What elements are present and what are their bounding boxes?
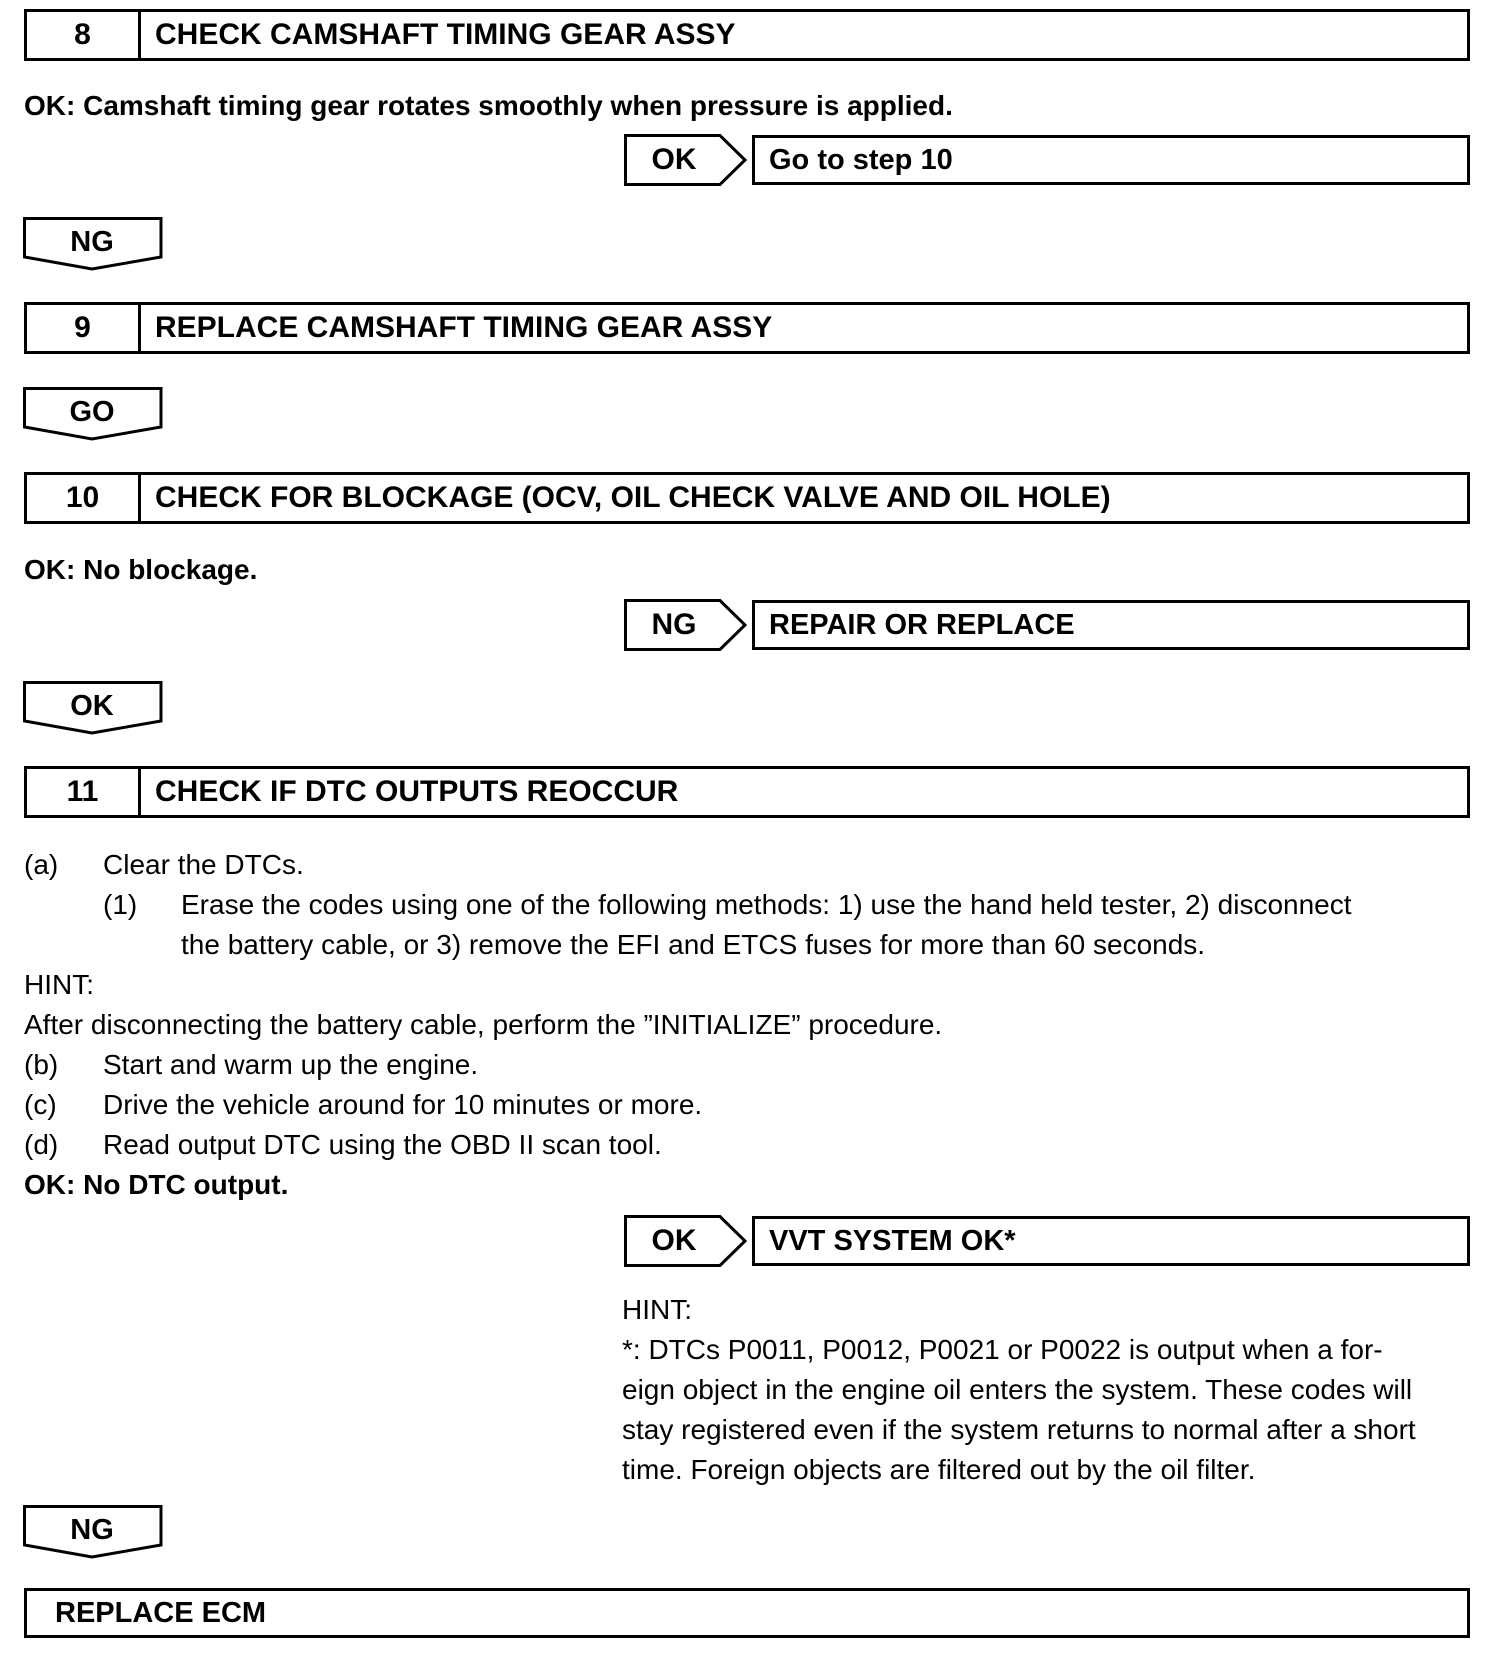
step-10-header (24, 472, 1470, 524)
flow-label: GO (69, 396, 115, 428)
step-number: 8 (27, 12, 141, 58)
step-title: CHECK FOR BLOCKAGE (OCV, OIL CHECK VALVE AND OIL HOLE) (155, 481, 1111, 514)
item-marker: (d) (24, 1129, 59, 1160)
step-title: CHECK IF DTC OUTPUTS REOCCUR (155, 775, 679, 808)
branch-label: NG (651, 608, 697, 641)
branch-result-box (752, 1216, 1470, 1266)
step-8-header (24, 9, 1470, 61)
ok-condition: OK: Camshaft timing gear rotates smoothly when pressure is applied. (24, 90, 953, 121)
item-text: Start and warm up the engine. (103, 1049, 479, 1080)
branch-result-box (752, 135, 1470, 185)
side-hint-line: time. Foreign objects are filtered out by the oil filter. (622, 1454, 1256, 1485)
step-number: 11 (27, 769, 141, 815)
branch-result: Go to step 10 (769, 143, 953, 176)
subitem-text: Erase the codes using one of the following methods: 1) use the hand held tester, 2) disconnect (181, 889, 1352, 920)
ok-condition: OK: No blockage. (24, 554, 258, 585)
branch-result-box (752, 600, 1470, 650)
step-11-header (24, 766, 1470, 818)
step-number: 9 (27, 305, 141, 351)
item-marker: (c) (24, 1089, 57, 1120)
step-9-header (24, 302, 1470, 354)
branch-label: OK (651, 143, 697, 176)
final-action: REPLACE ECM (55, 1596, 267, 1629)
flow-label: NG (70, 226, 114, 258)
item-text: Read output DTC using the OBD II scan tool. (103, 1129, 662, 1160)
item-marker: (a) (24, 849, 59, 880)
item-text: Drive the vehicle around for 10 minutes or more. (103, 1089, 703, 1120)
flow-label: NG (70, 1514, 114, 1546)
side-hint-line: eign object in the engine oil enters the system. These codes will (622, 1374, 1413, 1405)
side-hint-line: *: DTCs P0011, P0012, P0021 or P0022 is output when a for- (622, 1334, 1383, 1365)
subitem-text: the battery cable, or 3) remove the EFI and ETCS fuses for more than 60 seconds. (181, 929, 1206, 960)
ok-condition: OK: No DTC output. (24, 1169, 289, 1200)
item-text: Clear the DTCs. (103, 849, 304, 880)
step-title: CHECK CAMSHAFT TIMING GEAR ASSY (155, 18, 736, 51)
final-action-box (24, 1588, 1470, 1638)
step-title: REPLACE CAMSHAFT TIMING GEAR ASSY (155, 311, 773, 344)
hint-text: After disconnecting the battery cable, perform the ”INITIALIZE” procedure. (24, 1009, 943, 1040)
side-hint-line: stay registered even if the system returns to normal after a short (622, 1414, 1416, 1445)
hint-label: HINT: (24, 969, 94, 1000)
branch-result: REPAIR OR REPLACE (769, 608, 1075, 641)
flow-label: OK (70, 690, 114, 722)
side-hint-label: HINT: (622, 1294, 692, 1325)
subitem-marker: (1) (103, 889, 138, 920)
branch-result: VVT SYSTEM OK* (769, 1224, 1016, 1257)
item-marker: (b) (24, 1049, 59, 1080)
branch-label: OK (651, 1224, 697, 1257)
step-number: 10 (27, 475, 141, 521)
